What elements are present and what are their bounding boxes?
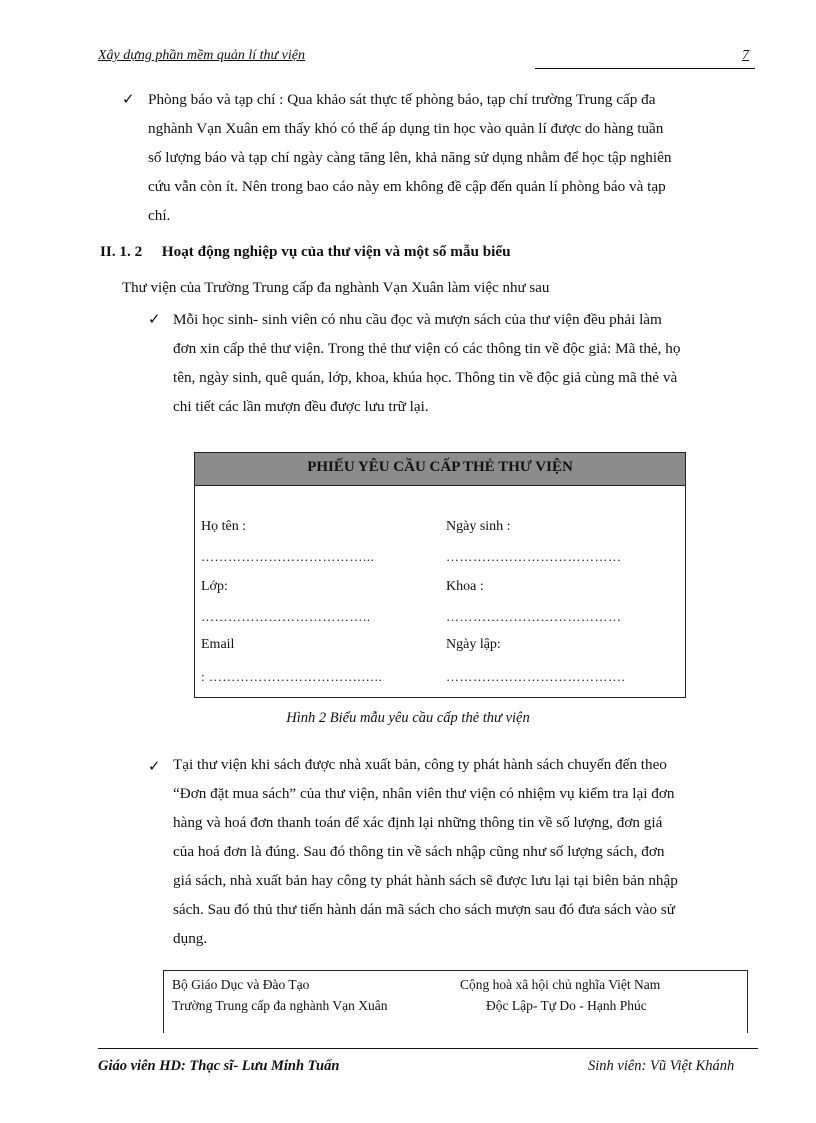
text-line: Tại thư viện khi sách được nhà xuất bản, công ty phát hành sách chuyển đến theo [173, 756, 667, 773]
library-card-form [194, 452, 686, 698]
text-line: Mỗi học sinh- sinh viên có nhu cầu đọc và mượn sách của thư viện đều phải làm [173, 311, 662, 328]
text-line: số lượng báo và tạp chí ngày càng tăng lên, khả năng sử dụng nhằm để học tập nghiên [148, 149, 672, 166]
bullet-paragraph-library-card [173, 305, 680, 421]
text-line: tên, ngày sinh, quê quán, lớp, khoa, khúa học. Thông tin về độc giả cùng mã thẻ và [173, 369, 678, 386]
national-motto: Độc Lập- Tự Do - Hạnh Phúc [486, 998, 647, 1013]
name-label: Họ tên : [201, 519, 247, 534]
email-dots: : …………………………….….. [201, 669, 383, 684]
class-dots: ……………………………….. [201, 609, 371, 624]
text-line: nghành Vạn Xuân em thấy khó có thể áp dụng tin học vào quản lí được do hàng tuần [148, 120, 664, 137]
text-line: sách. Sau đó thủ thư tiến hành dán mã sách cho sách mượn sau đó đưa sách vào sử [173, 901, 675, 918]
section-heading [100, 243, 511, 261]
school-name: Trường Trung cấp đa nghành Vạn Xuân [172, 998, 388, 1013]
checkmark-icon: ✓ [122, 92, 135, 108]
created-date-label: Ngày lập: [446, 637, 501, 652]
footer-student: Sinh viên: Vũ Việt Khánh [588, 1058, 735, 1074]
text-line: chi tiết các lần mượn đều được lưu trữ lại. [173, 398, 429, 415]
text-line: hàng và hoá đơn thanh toán để xác định lại những thông tin về số lượng, đơn giá [173, 814, 663, 831]
country-name: Cộng hoà xã hội chủ nghĩa Việt Nam [460, 977, 661, 992]
page-number: 7 [742, 48, 749, 63]
import-record-header-box [163, 970, 748, 1033]
text-line: “Đơn đặt mua sách” của thư viện, nhân viên thư viện có nhiệm vụ kiểm tra lại đơn [173, 785, 675, 802]
class-label: Lớp: [201, 579, 228, 594]
figure-caption: Hình 2 Biểu mẫu yêu cầu cấp thẻ thư viện [286, 710, 530, 726]
faculty-label: Khoa : [446, 579, 484, 594]
checkmark-icon: ✓ [148, 759, 161, 775]
text-line: đơn xin cấp thẻ thư viện. Trong thẻ thư viện có các thông tin về độc giả: Mã thẻ, họ [173, 340, 681, 357]
header-title: Xây dựng phần mềm quản lí thư viện [98, 48, 305, 63]
bullet-paragraph-book-import [173, 750, 678, 953]
dob-label: Ngày sinh : [446, 519, 511, 534]
section-number: II. 1. 2 [100, 243, 143, 260]
footer-teacher: Giáo viên HD: Thạc sĩ- Lưu Minh Tuấn [98, 1058, 340, 1074]
dob-dots: ………………………………… [446, 549, 622, 564]
text-line: Phòng báo và tạp chí : Qua khảo sát thực tế phòng báo, tạp chí trường Trung cấp đa [148, 91, 656, 108]
text-line: cứu vẫn còn ít. Nên trong bao cáo này em không đề cập đến quản lí phòng báo và tạp [148, 178, 666, 195]
ministry-name: Bộ Giáo Dục và Đào Tạo [172, 977, 310, 992]
intro-text: Thư viện của Trường Trung cấp đa nghành Vạn Xuân làm việc như sau [122, 280, 550, 296]
text-line: của hoá đơn là đúng. Sau đó thông tin về sách nhập cũng như số lượng sách, đơn [173, 843, 665, 860]
email-label: Email [201, 637, 235, 652]
footer-rule [98, 1048, 758, 1049]
text-line: giá sách, nhà xuất bản hay công ty phát hành sách sẽ được lưu lại tại biên bản nhập [173, 872, 678, 889]
faculty-dots: ………………………………… [446, 609, 622, 624]
name-dots: ………………………………... [201, 549, 375, 564]
header-rule [535, 68, 755, 69]
bullet-paragraph-newspapers [148, 85, 671, 230]
text-line: dụng. [173, 930, 208, 947]
form-title: PHIẾU YÊU CẦU CẤP THẺ THƯ VIỆN [195, 453, 685, 486]
section-title: Hoạt động nghiệp vụ của thư viện và một số mẫu biểu [161, 243, 511, 260]
checkmark-icon: ✓ [148, 312, 161, 328]
created-date-dots: …………………………………. [446, 669, 626, 684]
text-line: chí. [148, 207, 171, 224]
